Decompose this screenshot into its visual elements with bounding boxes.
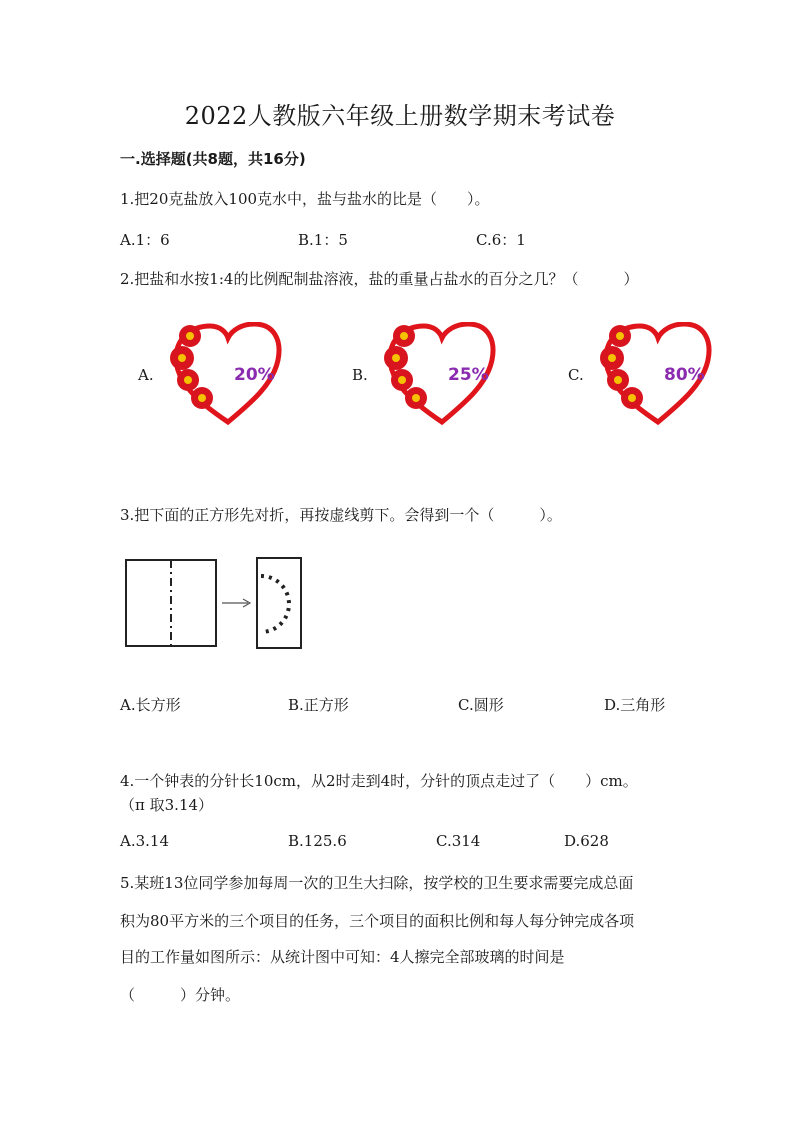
heart-flower-icon	[158, 322, 298, 426]
percent-value: 25%	[448, 365, 489, 385]
percent-value: 20%	[234, 365, 275, 385]
question-1-option-c[interactable]: C.6：1	[476, 231, 526, 249]
page-title: 2022人教版六年级上册数学期末考试卷	[184, 102, 616, 130]
fold-cut-diagram	[124, 556, 314, 652]
question-2-option-b[interactable]	[352, 322, 512, 442]
percent-value: 80%	[664, 365, 705, 385]
option-label: B.	[352, 366, 368, 384]
question-4-stem-line2: （π 取3.14）	[120, 796, 214, 814]
section-heading: 一.选择题(共8题，共16分)	[120, 150, 306, 168]
question-5-line1: 5.某班13位同学参加每周一次的卫生大扫除，按学校的卫生要求需要完成总面	[120, 874, 634, 892]
heart-flower-icon	[372, 322, 512, 426]
question-4-option-b[interactable]: B.125.6	[288, 832, 347, 850]
question-4-option-a[interactable]: A.3.14	[120, 832, 169, 850]
question-4-option-d[interactable]: D.628	[564, 832, 609, 850]
flower-cluster	[170, 325, 213, 409]
question-3-stem: 3.把下面的正方形先对折，再按虚线剪下。会得到一个（ ）。	[120, 506, 562, 524]
question-3-option-a[interactable]: A.长方形	[120, 696, 181, 714]
flower-cluster	[384, 325, 427, 409]
question-3-option-c[interactable]: C.圆形	[458, 696, 504, 714]
option-label: A.	[138, 366, 154, 384]
question-1-stem: 1.把20克盐放入100克水中，盐与盐水的比是（ ）。	[120, 190, 490, 208]
question-2-stem: 2.把盐和水按1:4的比例配制盐溶液，盐的重量占盐水的百分之几？（ ）	[120, 270, 639, 288]
question-2-option-a[interactable]	[138, 322, 298, 442]
folded-rect-shape	[257, 558, 301, 648]
question-2-option-c[interactable]	[568, 322, 728, 442]
flower-cluster	[600, 325, 643, 409]
question-5-line4: （ ）分钟。	[120, 986, 241, 1004]
question-5-line3: 目的工作量如图所示：从统计图中可知：4人擦完全部玻璃的时间是	[120, 948, 565, 966]
question-1-option-a[interactable]: A.1：6	[120, 231, 170, 249]
option-label: C.	[568, 366, 584, 384]
dashed-semicircle-cut	[261, 576, 289, 632]
heart-flower-icon	[588, 322, 728, 426]
question-5-line2: 积为80平方米的三个项目的任务，三个项目的面积比例和每人每分钟完成各项	[120, 912, 635, 930]
question-4-stem-line1: 4.一个钟表的分针长10cm，从2时走到4时，分针的顶点走过了（ ）cm。	[120, 772, 638, 790]
question-3-option-d[interactable]: D.三角形	[604, 696, 666, 714]
question-3-option-b[interactable]: B.正方形	[288, 696, 349, 714]
question-1-option-b[interactable]: B.1：5	[298, 231, 348, 249]
question-4-option-c[interactable]: C.314	[436, 832, 481, 850]
